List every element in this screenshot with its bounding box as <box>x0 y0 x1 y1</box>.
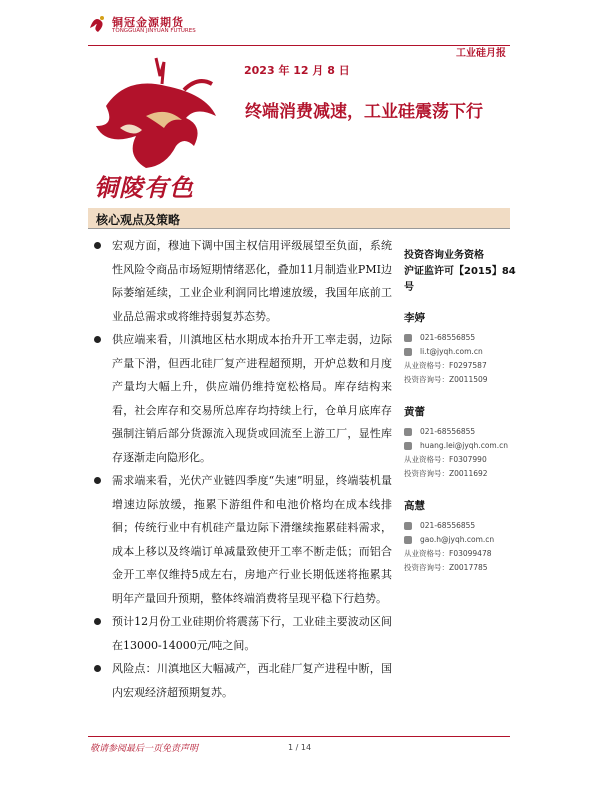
report-title: 终端消费减速，工业硅震荡下行 <box>245 102 483 122</box>
analyst-phone: 021-68556855 <box>420 521 476 530</box>
list-item: 需求端来看，光伏产业链四季度“失速”明显，终端装机量增速边际放缓，拖累下游组件和电池价格均在成本线排徊；传统行业中有机硅产量边际下滑继续拖累硅料需求，成本上移以及终端订单减量致使开工率不断走低；而铝合金开工率仅维持5成左右，房地产行业长期低迷将拖累其明年产量回升预期，整体终端消费将呈现平稳下行趋势。 <box>92 469 392 610</box>
analyst-qualification: 从业资格号：F0307990 <box>404 455 487 464</box>
list-item: 供应端来看，川滇地区枯水期成本抬升开工率走弱，边际产量下滑，但西北硅厂复产进程超预期，开炉总数和月度产量均大幅上升，供应端仍维持宽松格局。库存结构来看，社会库存和交易所总库存均持续上行，仓单月底库存强制注销后部分货源流入现货或回流至上游工厂，显性库存逐渐走向隐形化。 <box>92 328 392 469</box>
key-points-list <box>92 234 392 704</box>
phone-icon <box>404 428 412 436</box>
list-item: 宏观方面，穆迪下调中国主权信用评级展望至负面，系统性风险令商品市场短期情绪恶化，叠加11月制造业PMI边际萎缩延续，工业企业利润同比增速放缓，我国年底前工业品总需求或将维持弱复苏态势。 <box>92 234 392 328</box>
company-name-en: TONGGUAN JINYUAN FUTURES <box>112 28 196 34</box>
license-info <box>404 248 524 296</box>
list-item: 预计12月份工业硅期价将震荡下行，工业硅主要波动区间在13000-14000元/吨之间。 <box>92 610 392 657</box>
analyst-invest-id: 投资咨询号：Z0011509 <box>404 375 488 384</box>
brand-calligraphy: 铜陵有色 <box>94 173 194 202</box>
analyst-card <box>404 404 508 481</box>
page-header <box>88 12 508 59</box>
analyst-phone: 021-68556855 <box>420 427 476 436</box>
analyst-email[interactable]: huang.lei@jyqh.com.cn <box>420 441 508 450</box>
analyst-qualification: 从业资格号：F0297587 <box>404 361 487 370</box>
email-icon <box>404 348 412 356</box>
analyst-invest-id: 投资咨询号：Z0011692 <box>404 469 488 478</box>
phone-icon <box>404 522 412 530</box>
section-title: 核心观点及策略 <box>96 213 181 227</box>
analyst-name: 高慧 <box>404 500 425 512</box>
license-line2: 沪证监许可【2015】84 号 <box>404 266 516 293</box>
report-type: 工业硅月报 <box>456 48 506 59</box>
analyst-email[interactable]: gao.h@jyqh.com.cn <box>420 535 495 544</box>
license-line1: 投资咨询业务资格 <box>404 250 484 261</box>
analyst-card <box>404 310 488 387</box>
disclaimer-link[interactable]: 敬请参阅最后一页免责声明 <box>90 744 199 754</box>
analyst-invest-id: 投资咨询号：Z0017785 <box>404 563 488 572</box>
analyst-qualification: 从业资格号：F03099478 <box>404 549 492 558</box>
analyst-name: 黄蕾 <box>404 406 425 418</box>
analyst-name: 李婷 <box>404 312 425 324</box>
footer-divider <box>88 736 510 737</box>
bullet-icon <box>94 336 101 343</box>
company-name-cn: 铜冠金源期货 <box>112 16 184 29</box>
report-date: 2023 年 12 月 8 日 <box>244 64 350 77</box>
bullet-icon <box>94 242 101 249</box>
list-item: 风险点：川滇地区大幅减产，西北硅厂复产进程中断，国内宏观经济超预期复苏。 <box>92 657 392 704</box>
bullet-icon <box>94 618 101 625</box>
email-icon <box>404 442 412 450</box>
analyst-card <box>404 498 494 575</box>
analyst-email[interactable]: li.t@jyqh.com.cn <box>420 347 483 356</box>
phone-icon <box>404 334 412 342</box>
bullet-icon <box>94 665 101 672</box>
analyst-phone: 021-68556855 <box>420 333 476 342</box>
company-logo-icon <box>88 14 108 34</box>
header-divider <box>88 45 510 46</box>
section-divider <box>88 228 510 229</box>
page-number: 1 / 14 <box>288 743 312 752</box>
bullet-icon <box>94 477 101 484</box>
email-icon <box>404 536 412 544</box>
